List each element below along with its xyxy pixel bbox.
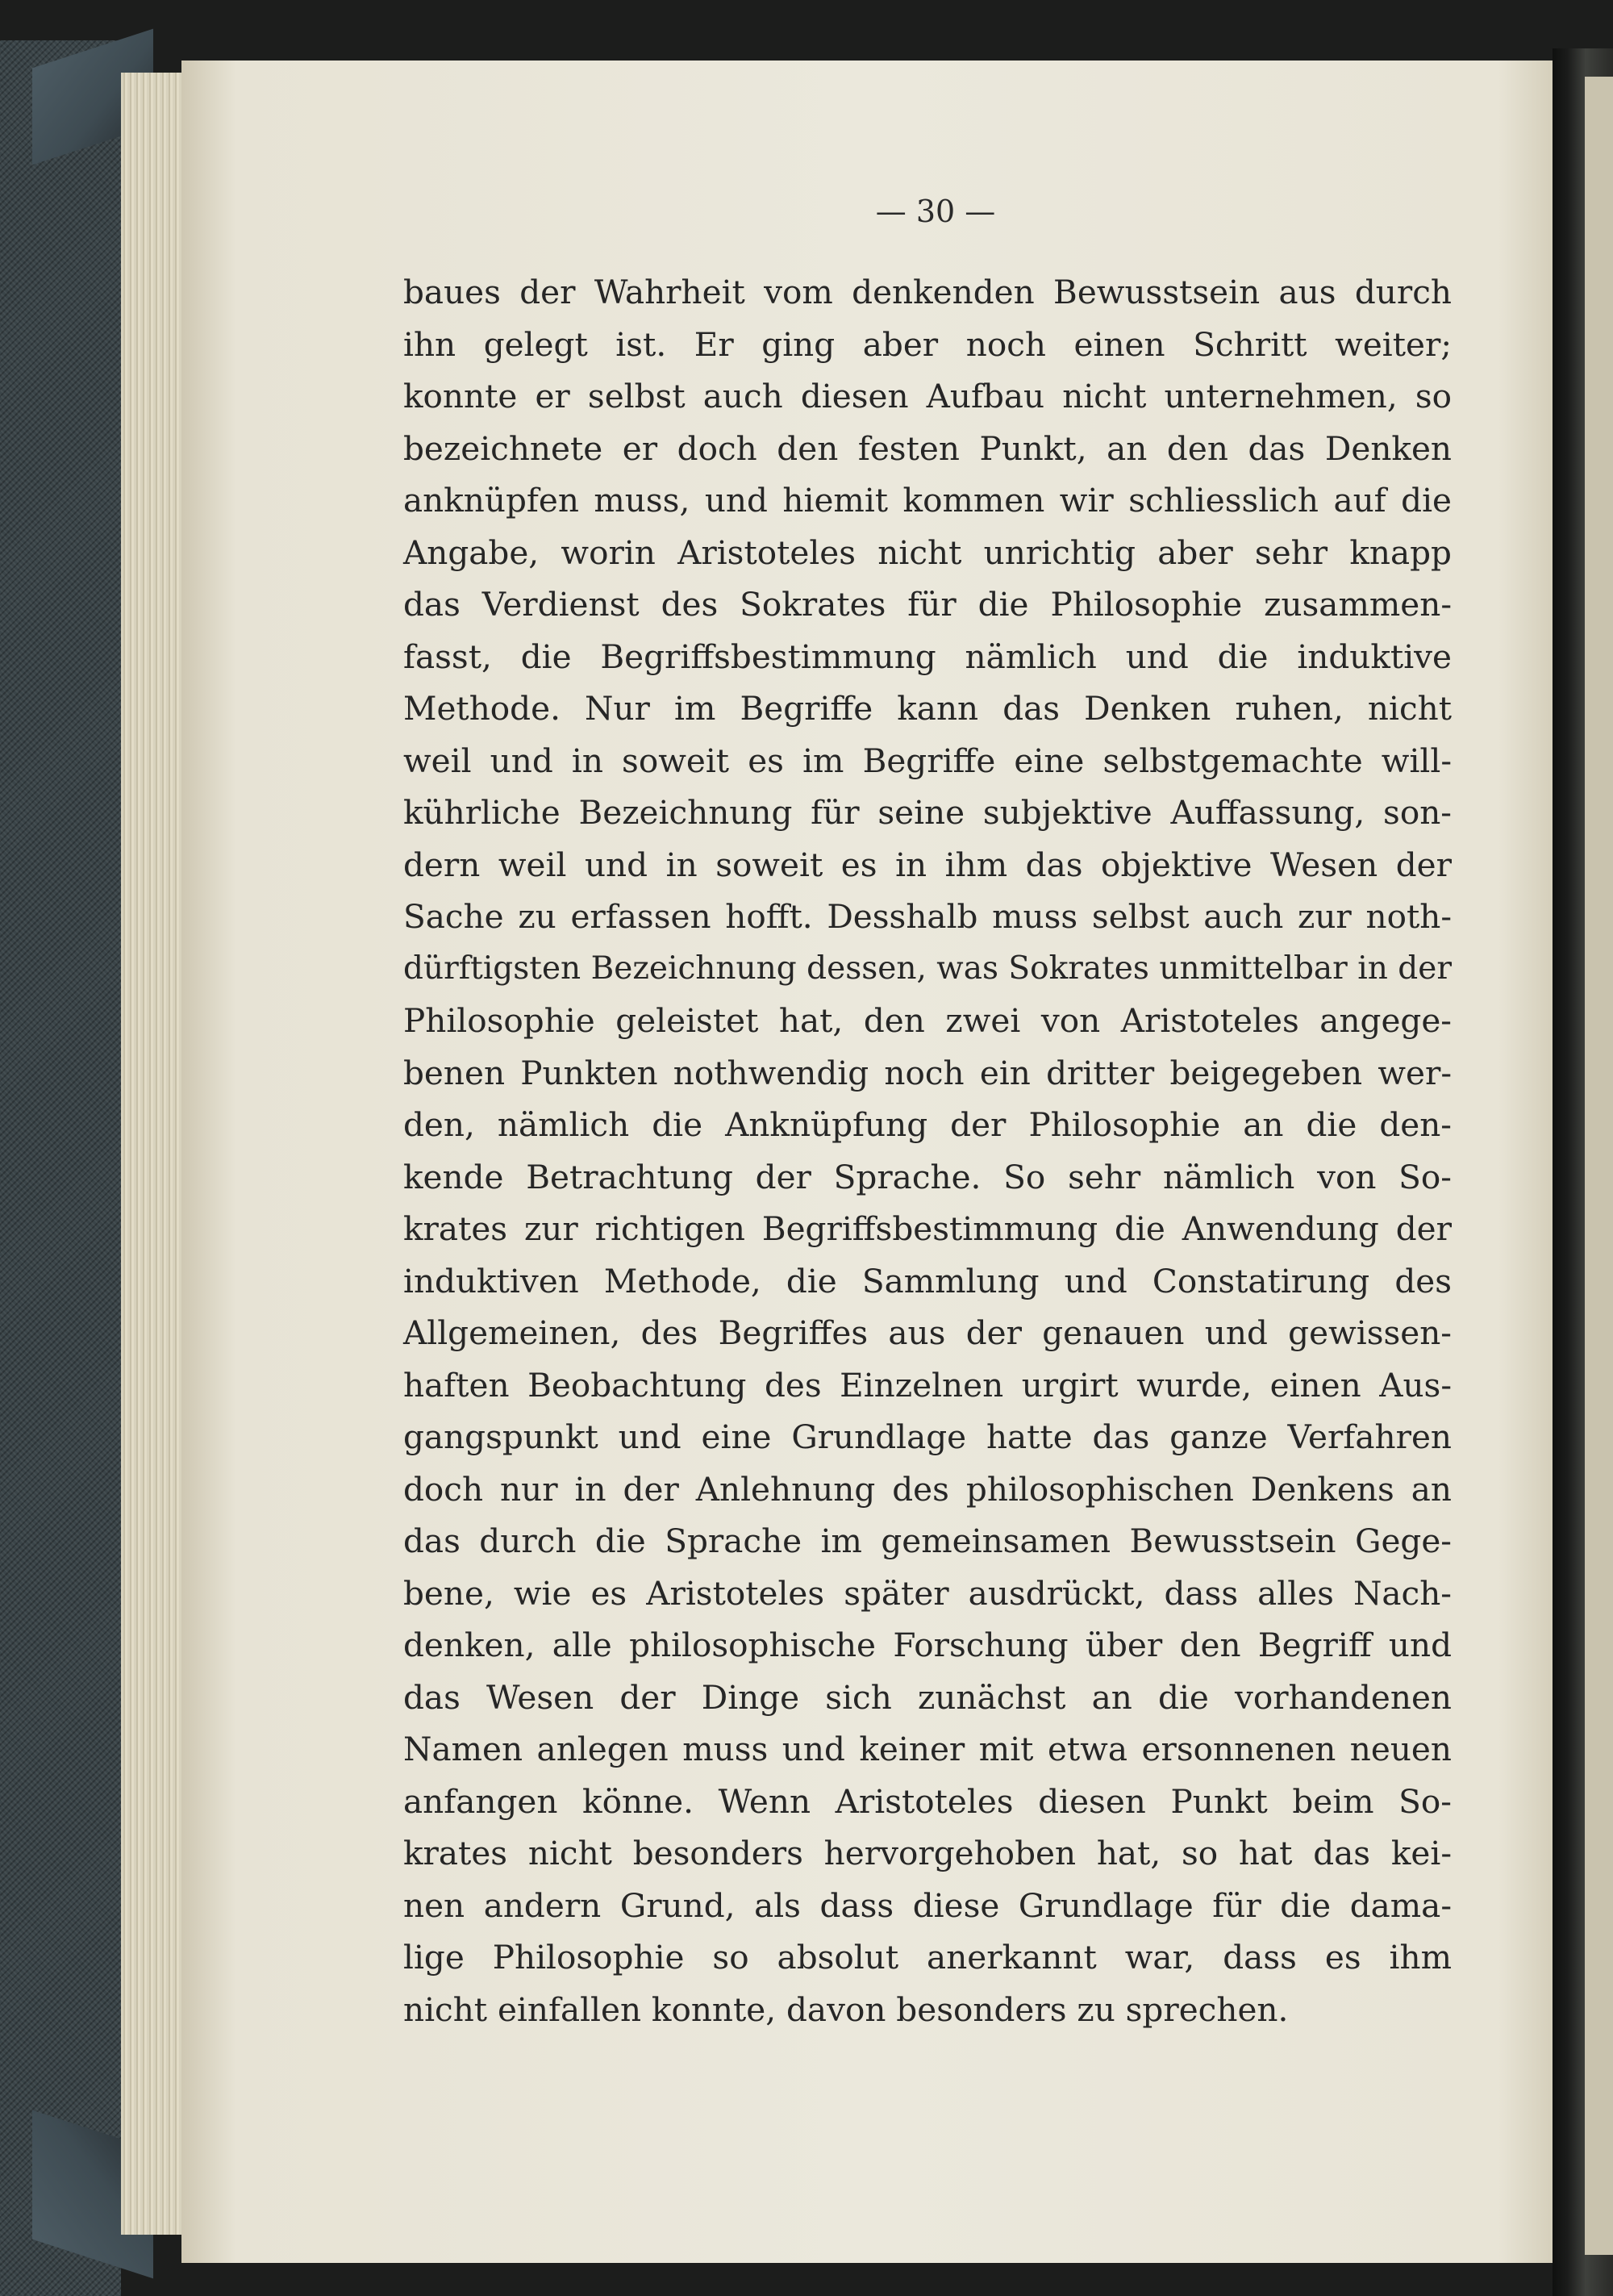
text-line: nen andern Grund, als dass diese Grundlage für die dama- — [403, 1885, 1452, 1925]
text-line: krates nicht besonders hervorgehoben hat, so hat das kei- — [403, 1834, 1452, 1872]
text-line: baues der Wahrheit vom denkenden Bewusstsein aus durch — [403, 273, 1452, 311]
page-number: — 30 — — [875, 194, 996, 229]
text-line: weil und in soweit es im Begriffe eine selbstgemachte will- — [403, 741, 1452, 780]
text-line: bezeichnete er doch den festen Punkt, an den das Denken — [403, 428, 1452, 468]
text-line: anfangen könne. Wenn Aristoteles diesen Punkt beim So- — [403, 1781, 1452, 1821]
next-page-edge — [1585, 77, 1613, 2255]
text-line: Philosophie geleistet hat, den zwei von Aristoteles angege- — [403, 1001, 1452, 1040]
text-line: anknüpfen muss, und hiemit kommen wir schliesslich auf die — [403, 481, 1452, 520]
text-line: induktiven Methode, die Sammlung und Constatirung des — [403, 1261, 1452, 1300]
text-line: gangspunkt und eine Grundlage hatte das ganze Verfahren — [403, 1417, 1452, 1456]
text-line: kührliche Bezeichnung für seine subjektive Auffassung, son- — [403, 793, 1452, 832]
text-line: fasst, die Begriffsbestimmung nämlich und die induktive — [403, 637, 1452, 676]
text-line: das Verdienst des Sokrates für die Philosophie zusammen- — [403, 585, 1452, 624]
text-line: den, nämlich die Anknüpfung der Philosophie an die den- — [403, 1105, 1452, 1144]
text-line: das Wesen der Dinge sich zunächst an die vorhandenen — [403, 1677, 1452, 1717]
text-line: benen Punkten nothwendig noch ein dritter beigegeben wer- — [403, 1053, 1452, 1092]
text-line: dern weil und in soweit es in ihm das objektive Wesen der — [403, 845, 1452, 884]
text-line: kende Betrachtung der Sprache. So sehr nämlich von So- — [403, 1157, 1452, 1196]
text-line: konnte er selbst auch diesen Aufbau nicht unternehmen, so — [403, 377, 1452, 415]
text-line: Allgemeinen, des Begriffes aus der genauen und gewissen- — [403, 1313, 1452, 1352]
text-line: denken, alle philosophische Forschung über den Begriff und — [403, 1626, 1452, 1664]
text-line: Namen anlegen muss und keiner mit etwa ersonnenen neuen — [403, 1730, 1452, 1768]
text-line: dürftigsten Bezeichnung dessen, was Sokrates unmittelbar in der — [403, 950, 1452, 987]
text-line: doch nur in der Anlehnung des philosophischen Denkens an — [403, 1469, 1452, 1509]
text-line: Methode. Nur im Begriffe kann das Denken ruhen, nicht — [403, 689, 1452, 728]
book-cover-left — [0, 40, 121, 2296]
text-block — [403, 266, 1452, 2035]
text-line: Angabe, worin Aristoteles nicht unrichtig aber sehr knapp — [403, 532, 1452, 572]
text-line: haften Beobachtung des Einzelnen urgirt wurde, einen Aus- — [403, 1365, 1452, 1405]
text-line: nicht einfallen konnte, davon besonders zu sprechen. — [403, 1989, 1289, 2029]
text-line: lige Philosophie so absolut anerkannt war, dass es ihm — [403, 1938, 1452, 1977]
text-line: krates zur richtigen Begriffsbestimmung die Anwendung der — [403, 1209, 1452, 1248]
text-line: Sache zu erfassen hofft. Desshalb muss selbst auch zur noth- — [403, 897, 1452, 936]
text-line: ihn gelegt ist. Er ging aber noch einen Schritt weiter; — [403, 324, 1452, 364]
text-line: das durch die Sprache im gemeinsamen Bewusstsein Gege- — [403, 1522, 1452, 1560]
text-line: bene, wie es Aristoteles später ausdrückt, dass alles Nach- — [403, 1573, 1452, 1613]
